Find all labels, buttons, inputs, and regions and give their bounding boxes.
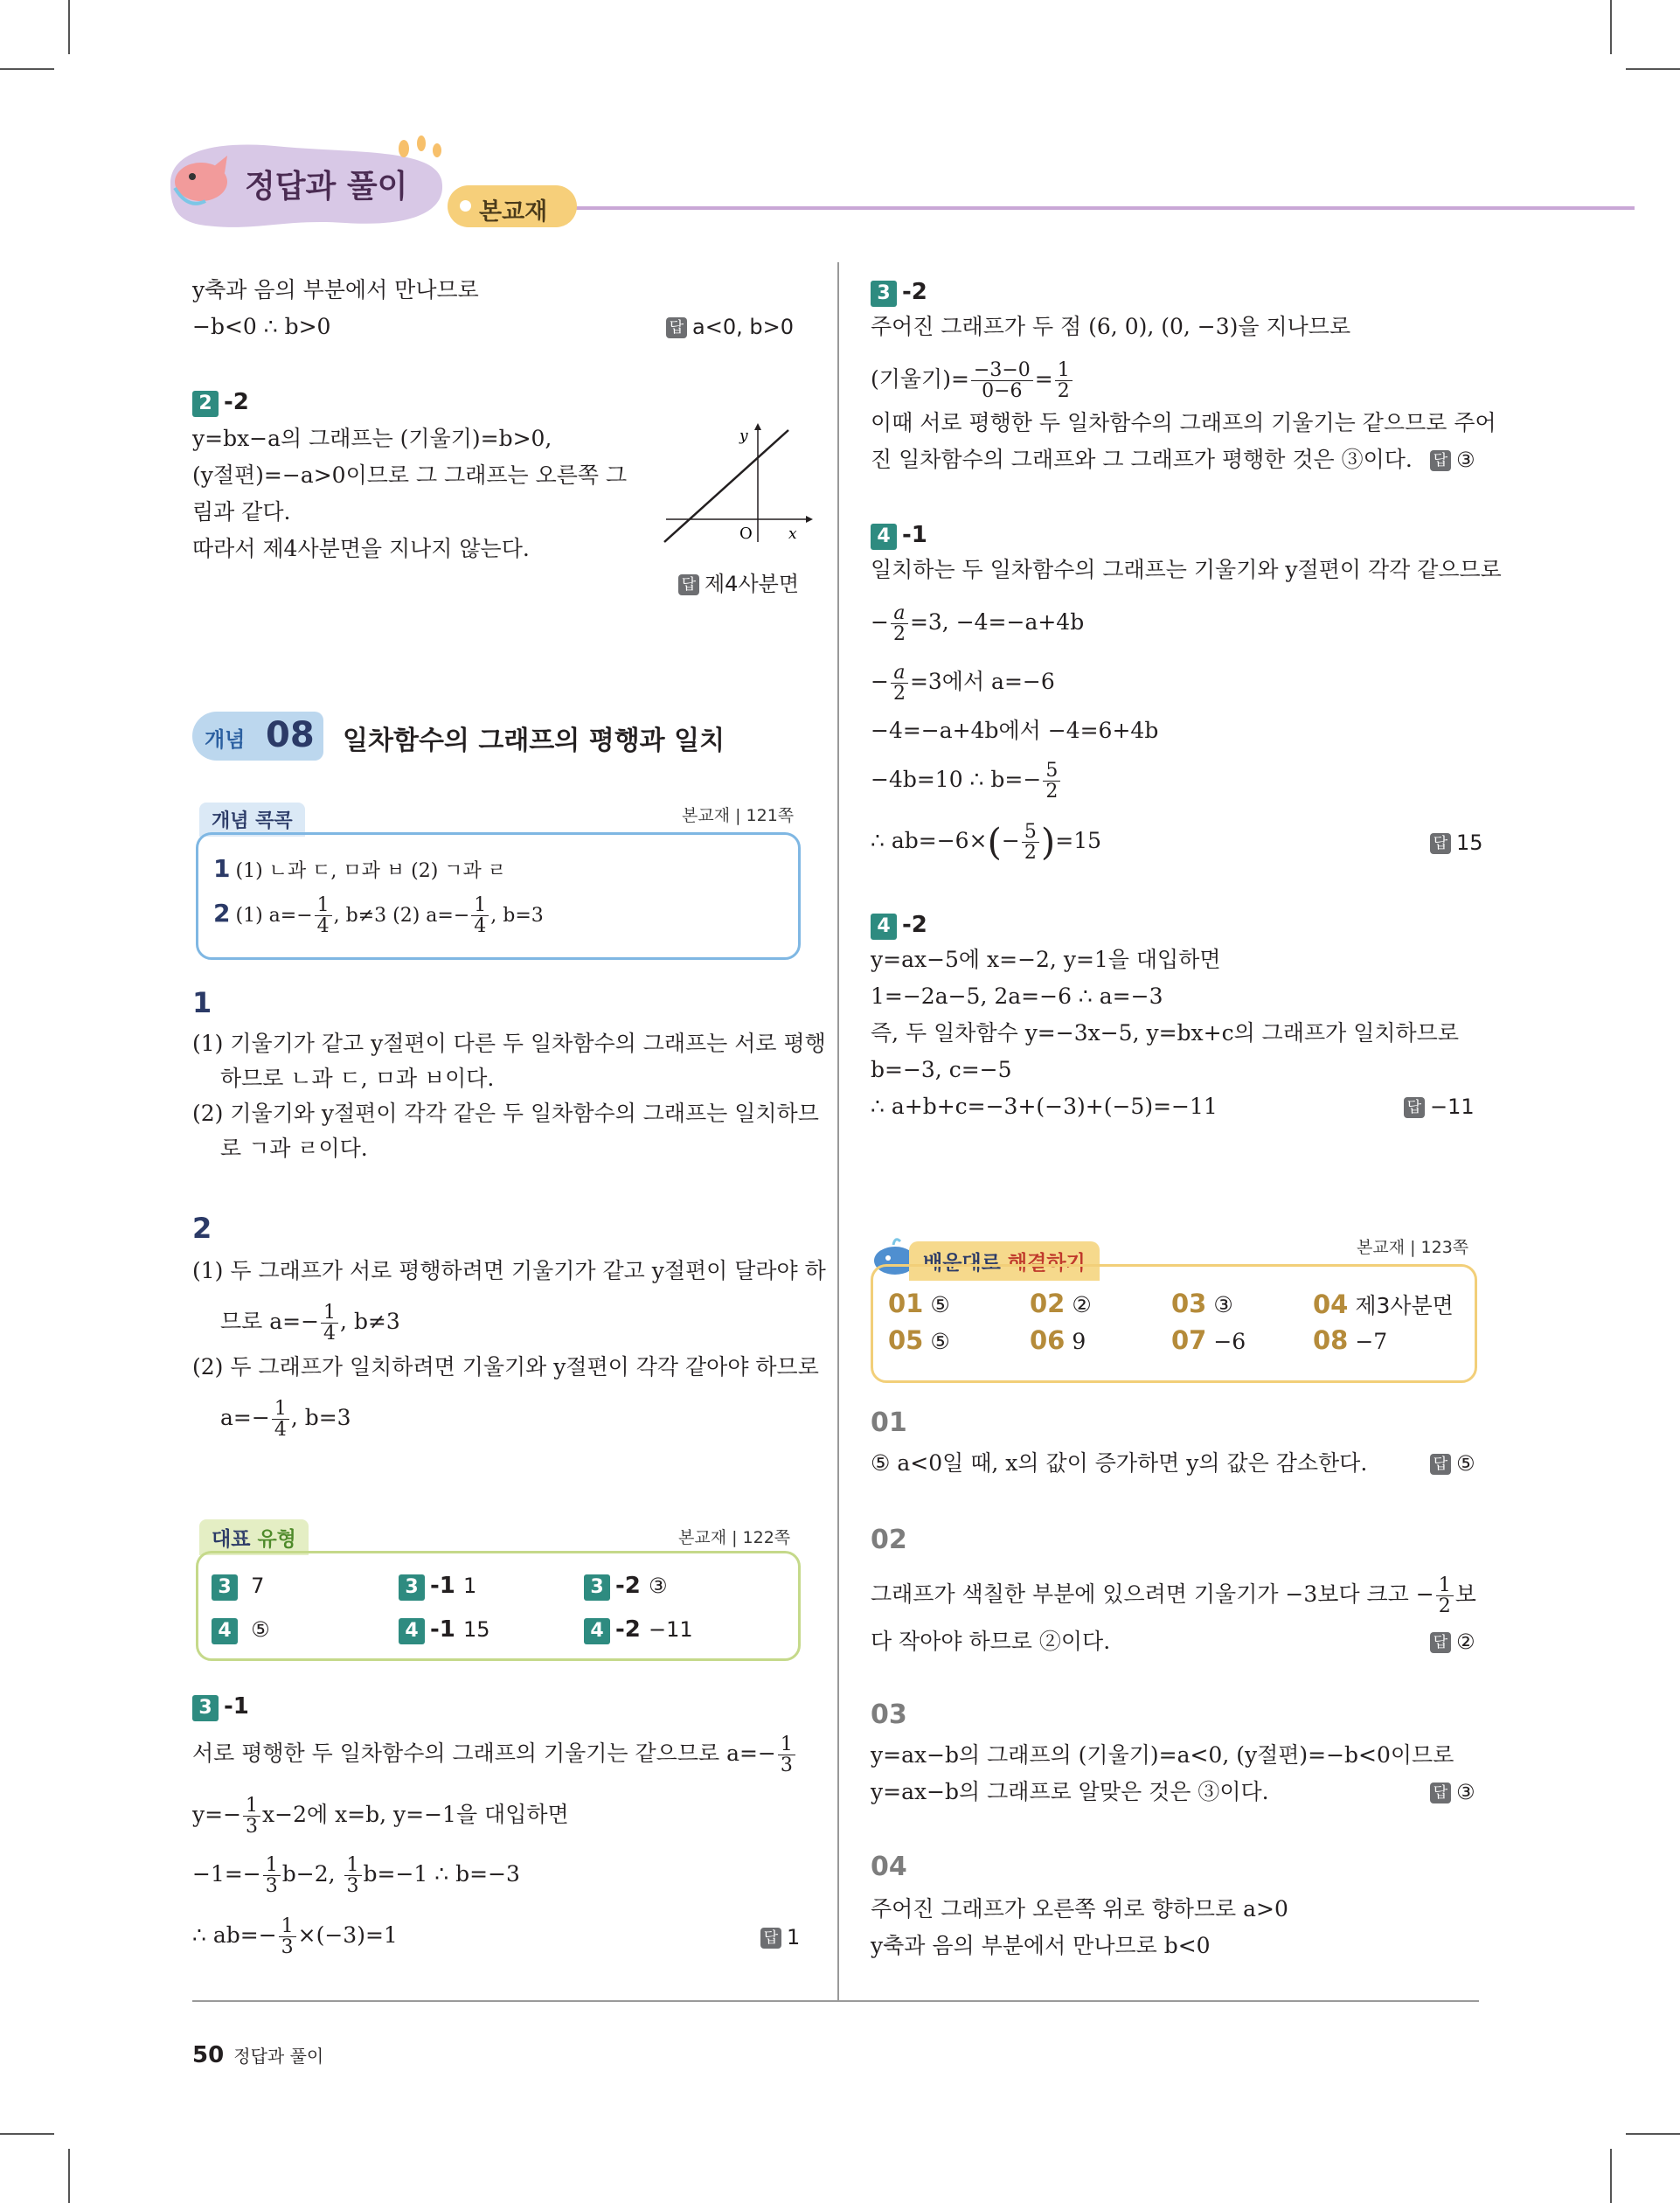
answer: [666, 311, 794, 343]
answer-mark-icon: 답: [666, 317, 687, 338]
problem-number: 3: [871, 281, 897, 307]
rep-cell: [584, 1616, 693, 1644]
solve-cell-num: 04: [1313, 1289, 1349, 1319]
column-divider: [837, 262, 839, 2002]
right-line: 다 작아야 하므로 ②이다.: [871, 1629, 1111, 1654]
fraction: [1436, 1575, 1454, 1616]
frac-den: 4: [274, 1419, 287, 1442]
solve-cell-num: 05: [888, 1325, 924, 1355]
concept-line-num: 1: [213, 854, 231, 883]
rep-cell-num: 4: [399, 1618, 425, 1644]
rep-title-a: 대표: [212, 1528, 251, 1551]
left-line: (y절편)=−a>0이므로 그 그래프는 오른쪽 그: [192, 462, 628, 488]
axis-y-label: y: [739, 427, 748, 445]
left-line: [220, 1399, 351, 1440]
right-line: 이때 서로 평행한 두 일차함수의 그래프의 기울기는 같으므로 주어: [871, 410, 1496, 435]
solution-number: 04: [871, 1852, 907, 1882]
left-line: [192, 1916, 398, 1957]
concept-line: [213, 853, 506, 887]
crop-mark: [1626, 2133, 1680, 2135]
right-line: [871, 1575, 1476, 1616]
rep-cell-num: 4: [212, 1618, 238, 1644]
text-run: , b=3: [290, 1405, 351, 1431]
crop-mark: [0, 2133, 54, 2135]
frac-num: 1: [279, 1916, 296, 1937]
frac-den: 2: [1045, 781, 1059, 803]
right-line: − $\frac{a}{2}$ =3에서 a=−6: [871, 662, 1055, 705]
ref-label: 본교재 | 122쪽: [678, 1528, 791, 1547]
text-run: −1=−: [192, 1861, 261, 1887]
solve-cell-num: 01: [888, 1289, 924, 1318]
right-line: −4=−a+4b에서 −4=6+4b: [871, 718, 1159, 743]
fraction: [971, 360, 1033, 401]
rep-cell-sub: -1: [430, 1573, 455, 1599]
text-run: x−2에 x=b, y=−1을 대입하면: [262, 1802, 569, 1828]
problem-tag: [871, 278, 927, 307]
crop-mark: [68, 2149, 70, 2203]
text-run: 서로 평행한 두 일차함수의 그래프의 기울기는 같으므로 a=−: [192, 1741, 776, 1767]
solve-cell: [1313, 1289, 1454, 1320]
solve-cell-answer: ⑤: [930, 1329, 950, 1354]
text-run: (기울기)=: [871, 366, 969, 393]
frac-num: 1: [778, 1734, 795, 1755]
concept-badge: [192, 712, 323, 761]
frac-den: 2: [1057, 380, 1070, 403]
solution-number: 2: [192, 1212, 212, 1245]
rep-cell: [399, 1616, 490, 1644]
problem-number: 4: [871, 914, 897, 940]
solve-cell-answer: −6: [1213, 1329, 1246, 1354]
frac-num: 1: [1436, 1575, 1454, 1596]
rep-cell-num: 4: [584, 1618, 610, 1644]
solve-cell: [1171, 1325, 1246, 1355]
answer-value: ②: [1456, 1630, 1475, 1654]
solve-cell-answer: 제3사분면: [1355, 1293, 1454, 1318]
concept-badge-label: 개념: [205, 727, 246, 752]
solution-number: 02: [871, 1525, 907, 1555]
text-run: , b≠3: [340, 1309, 400, 1335]
right-line: y=ax−b의 그래프의 (기울기)=a<0, (y절편)=−b<0이므로: [871, 1742, 1454, 1768]
answer: [760, 1922, 800, 1953]
solve-cell: [1030, 1289, 1092, 1318]
right-line: 즉, 두 일차함수 y=−3x−5, y=bx+c의 그래프가 일치하므로: [871, 1020, 1459, 1046]
tab-dot: [460, 200, 471, 212]
origin-label: O: [739, 525, 753, 543]
answer-mark-icon: 답: [678, 574, 699, 595]
solve-cell: [1171, 1289, 1233, 1318]
right-line: 진 일차함수의 그래프와 그 그래프가 평행한 것은 ③이다.: [871, 447, 1413, 472]
left-line: −b<0 ∴ b>0: [192, 314, 331, 339]
answer-mark-icon: 답: [760, 1928, 781, 1949]
concept-line-num: 2: [213, 899, 231, 928]
frac-den: 3: [780, 1755, 793, 1777]
answer: [1430, 1776, 1475, 1808]
frac-den: 3: [281, 1936, 294, 1959]
left-line: [192, 1734, 797, 1776]
answer-mark-icon: 답: [1404, 1097, 1425, 1118]
fraction: [891, 663, 908, 704]
text-run: ∴ ab=−6×: [871, 828, 988, 854]
text-run: b=−1 ∴ b=−3: [363, 1861, 520, 1887]
concept-box-title: 개념 콕콕: [199, 803, 305, 837]
footer-label: 정답과 풀이: [233, 2046, 324, 2067]
solve-cell: [1313, 1325, 1387, 1355]
fraction: [891, 603, 908, 644]
frac-num: 1: [263, 1855, 281, 1876]
answer-value: ⑤: [1456, 1451, 1475, 1476]
text-run: −4b=10 ∴ b=−: [871, 767, 1042, 793]
paren: (: [987, 820, 1002, 864]
left-line: (2) 두 그래프가 일치하려면 기울기와 y절편이 각각 같아야 하므로: [192, 1354, 819, 1379]
right-line: (기울기)= $\frac{-3-0}{0-6}$ = $\frac{1}{2}$: [871, 360, 1074, 401]
solution-number: 01: [871, 1407, 907, 1438]
text-run: =15: [1055, 828, 1102, 854]
right-line: b=−3, c=−5: [871, 1057, 1012, 1082]
fraction: [1055, 360, 1073, 401]
fraction: [778, 1734, 795, 1776]
fraction: [321, 1303, 338, 1344]
frac-den: 2: [1438, 1595, 1451, 1618]
rep-cell-answer: 1: [462, 1574, 477, 1598]
right-line: − $\frac{a}{2}$ =3, −4=−a+4b: [871, 602, 1085, 646]
frac-num: 5: [1043, 761, 1060, 782]
solve-title-a: 배운대로: [923, 1252, 1001, 1275]
left-line: (1) 기울기가 같고 y절편이 다른 두 일차함수의 그래프는 서로 평행: [192, 1031, 826, 1056]
concept-line: [213, 895, 544, 936]
problem-sub: -1: [902, 522, 927, 548]
problem-number: 3: [192, 1695, 219, 1721]
answer: [678, 568, 799, 600]
text-run: 므로 a=−: [220, 1309, 320, 1335]
answer: [1430, 444, 1475, 476]
left-line: y=bx−a의 그래프는 (기울기)=b>0,: [192, 426, 552, 451]
problem-sub: -1: [224, 1693, 249, 1720]
right-line: y축과 음의 부분에서 만나므로 b<0: [871, 1933, 1211, 1958]
right-line: 일치하는 두 일차함수의 그래프는 기울기와 y절편이 각각 같으므로: [871, 557, 1502, 582]
solve-cell-num: 08: [1313, 1325, 1349, 1355]
solve-cell-answer: −7: [1355, 1329, 1388, 1354]
frac-num: −3−0: [971, 360, 1033, 381]
frac-num: 1: [315, 895, 332, 916]
text-run: y=−: [192, 1802, 242, 1828]
header-tab-label: 본교재: [479, 198, 548, 226]
frac-den: 0−6: [982, 380, 1023, 403]
left-line: 로 ㄱ과 ㄹ이다.: [220, 1136, 368, 1161]
fraction: [272, 1399, 289, 1440]
text-run: =3, −4=−a+4b: [909, 609, 1085, 636]
left-line: 하므로 ㄴ과 ㄷ, ㅁ과 ㅂ이다.: [220, 1066, 495, 1091]
frac-den: 2: [892, 623, 906, 646]
rep-cell-answer: ③: [648, 1574, 668, 1598]
solve-cell-answer: ②: [1072, 1292, 1092, 1317]
text-run: 보: [1454, 1581, 1476, 1608]
answer-value: a<0, b>0: [692, 315, 794, 339]
text-run: (1) a=−: [235, 905, 313, 928]
left-line: 따라서 제4사분면을 지나지 않는다.: [192, 536, 530, 561]
solve-cell-answer: ⑤: [930, 1292, 950, 1317]
frac-num: 1: [1055, 360, 1073, 381]
page-number: 50: [192, 2042, 225, 2068]
frac-den: 4: [323, 1323, 337, 1345]
left-line: (1) 두 그래프가 서로 평행하려면 기울기가 같고 y절편이 달라야 하: [192, 1258, 826, 1283]
frac-num: 1: [321, 1303, 338, 1324]
rep-cell-num: 3: [399, 1574, 425, 1601]
text-run: 그래프가 색칠한 부분에 있으려면 기울기가 −3보다 크고 −: [871, 1581, 1434, 1608]
rep-cell: [584, 1572, 667, 1601]
rep-cell: [212, 1616, 270, 1644]
answer-value: −11: [1430, 1095, 1475, 1119]
rep-cell-answer: 7: [251, 1574, 265, 1598]
concept-line-text: (1) ㄴ과 ㄷ, ㅁ과 ㅂ (2) ㄱ과 ㄹ: [235, 860, 507, 882]
rep-cell-sub: -1: [430, 1616, 455, 1643]
problem-number: 4: [871, 524, 897, 550]
left-line: (2) 기울기와 y절편이 각각 같은 두 일차함수의 그래프는 일치하므: [192, 1101, 819, 1126]
text-run: a=−: [220, 1405, 270, 1431]
frac-den: 3: [246, 1816, 259, 1838]
fraction: [263, 1855, 281, 1896]
rep-cell-sub: -2: [615, 1616, 641, 1643]
crop-mark: [1610, 2149, 1612, 2203]
text-run: b−2,: [281, 1861, 336, 1887]
answer-value: 1: [787, 1925, 801, 1949]
answer-value: 15: [1456, 830, 1483, 855]
right-line: ∴ a+b+c=−3+(−3)+(−5)=−11: [871, 1094, 1218, 1119]
frac-num: 1: [471, 895, 489, 916]
rep-cell-num: 3: [212, 1574, 238, 1601]
left-line: [192, 1796, 569, 1837]
frac-num: a: [891, 663, 908, 684]
axis-x-label: x: [788, 525, 797, 543]
problem-number: 2: [192, 391, 219, 417]
solve-cell-num: 03: [1171, 1289, 1207, 1318]
frac-num: 1: [344, 1855, 362, 1876]
text-run: , b=3: [490, 905, 544, 928]
answer: [1430, 827, 1483, 858]
right-line: 주어진 그래프가 두 점 (6, 0), (0, −3)을 지나므로: [871, 314, 1351, 339]
left-line: [220, 1303, 400, 1344]
fraction: [471, 895, 489, 936]
solve-cell: [888, 1325, 950, 1355]
header-line: [551, 206, 1635, 210]
frac-num: 1: [243, 1796, 260, 1817]
decor-drops-icon: [393, 131, 446, 166]
frac-den: 3: [346, 1875, 359, 1898]
problem-tag: [192, 1692, 249, 1721]
line-graph: [657, 420, 815, 551]
left-line: [192, 1855, 520, 1896]
footer: [192, 2042, 323, 2068]
problem-sub: -2: [224, 389, 249, 415]
problem-sub: -2: [902, 279, 927, 305]
answer-mark-icon: 답: [1430, 833, 1451, 854]
fraction: [315, 895, 332, 936]
rep-cell: [212, 1572, 264, 1601]
frac-den: 2: [1024, 842, 1037, 865]
solution-number: 1: [192, 986, 212, 1019]
answer-mark-icon: 답: [1430, 1454, 1451, 1475]
rep-cell-num: 3: [584, 1574, 610, 1601]
solve-box: [871, 1264, 1477, 1383]
rep-cell-answer: 15: [462, 1617, 490, 1642]
answer-mark-icon: 답: [1430, 1632, 1451, 1653]
text-run: ∴ ab=−: [192, 1922, 277, 1949]
solve-cell-num: 06: [1030, 1325, 1066, 1355]
left-line: 림과 같다.: [192, 499, 291, 525]
answer: [1430, 1448, 1475, 1479]
answer-mark-icon: 답: [1430, 450, 1451, 471]
frac-num: 1: [272, 1399, 289, 1420]
right-line: y=ax−5에 x=−2, y=1을 대입하면: [871, 947, 1221, 972]
answer-value: ③: [1456, 1780, 1475, 1804]
frac-num: 5: [1022, 822, 1039, 843]
paren: ): [1040, 820, 1056, 864]
frac-den: 2: [892, 683, 906, 705]
right-line: 주어진 그래프가 오른쪽 위로 향하므로 a>0: [871, 1896, 1288, 1922]
right-line: y=ax−b의 그래프로 알맞은 것은 ③이다.: [871, 1779, 1269, 1804]
footer-rule: [192, 2000, 1479, 2002]
answer-value: ③: [1456, 448, 1475, 472]
text-run: , b≠3 (2) a=−: [333, 905, 470, 928]
problem-tag: [871, 911, 927, 940]
solve-cell-answer: ③: [1213, 1292, 1233, 1317]
frac-num: a: [891, 603, 908, 624]
frac-den: 4: [316, 915, 330, 938]
header-title: 정답과 풀이: [245, 169, 408, 205]
rep-cell-answer: −11: [648, 1617, 693, 1642]
text-run: =3에서 a=−6: [909, 669, 1055, 695]
frac-den: 3: [265, 1875, 278, 1898]
right-line: [871, 761, 1062, 802]
fraction: [279, 1916, 296, 1957]
answer: [1404, 1091, 1475, 1122]
problem-sub: -2: [902, 912, 927, 938]
fraction: [344, 1855, 362, 1896]
answer: [1430, 1626, 1475, 1657]
solve-cell-num: 07: [1171, 1325, 1207, 1355]
dolphin-icon: [162, 140, 240, 219]
concept-title: 일차함수의 그래프의 평행과 일치: [343, 726, 725, 756]
right-line: ∴ ab=−6×(− $\frac{5}{2}$ )=15: [871, 820, 1102, 865]
solution-number: 03: [871, 1699, 907, 1730]
problem-tag: [192, 388, 249, 417]
frac-den: 4: [474, 915, 487, 938]
problem-tag: [871, 521, 927, 550]
header-tab: [448, 185, 577, 227]
rep-box: [196, 1551, 801, 1661]
text-run: ×(−3)=1: [297, 1922, 398, 1949]
answer-value: 제4사분면: [705, 572, 800, 596]
answer-mark-icon: 답: [1430, 1783, 1451, 1803]
solve-cell-answer: 9: [1072, 1329, 1086, 1354]
fraction: [1043, 761, 1060, 802]
header: [0, 0, 1680, 245]
rep-cell-sub: -2: [615, 1573, 641, 1599]
concept-number: 08: [266, 715, 315, 755]
right-line: ⑤ a<0일 때, x의 값이 증가하면 y의 값은 감소한다.: [871, 1450, 1368, 1476]
left-line: y축과 음의 부분에서 만나므로: [192, 277, 479, 302]
ref-label: 본교재 | 121쪽: [682, 806, 795, 825]
fraction: [1022, 822, 1039, 863]
solve-cell-num: 02: [1030, 1289, 1066, 1318]
solve-title-b: 해결하기: [1007, 1252, 1086, 1275]
ref-label: 본교재 | 123쪽: [1357, 1238, 1469, 1257]
rep-cell: [399, 1572, 476, 1601]
rep-cell-answer: ⑤: [251, 1617, 270, 1642]
rep-title-b: 유형: [257, 1528, 296, 1551]
solve-cell: [1030, 1325, 1086, 1355]
fraction: [243, 1796, 260, 1837]
rep-box-title: [199, 1519, 309, 1555]
right-line: 1=−2a−5, 2a=−6 ∴ a=−3: [871, 983, 1163, 1009]
solve-cell: [888, 1289, 950, 1318]
